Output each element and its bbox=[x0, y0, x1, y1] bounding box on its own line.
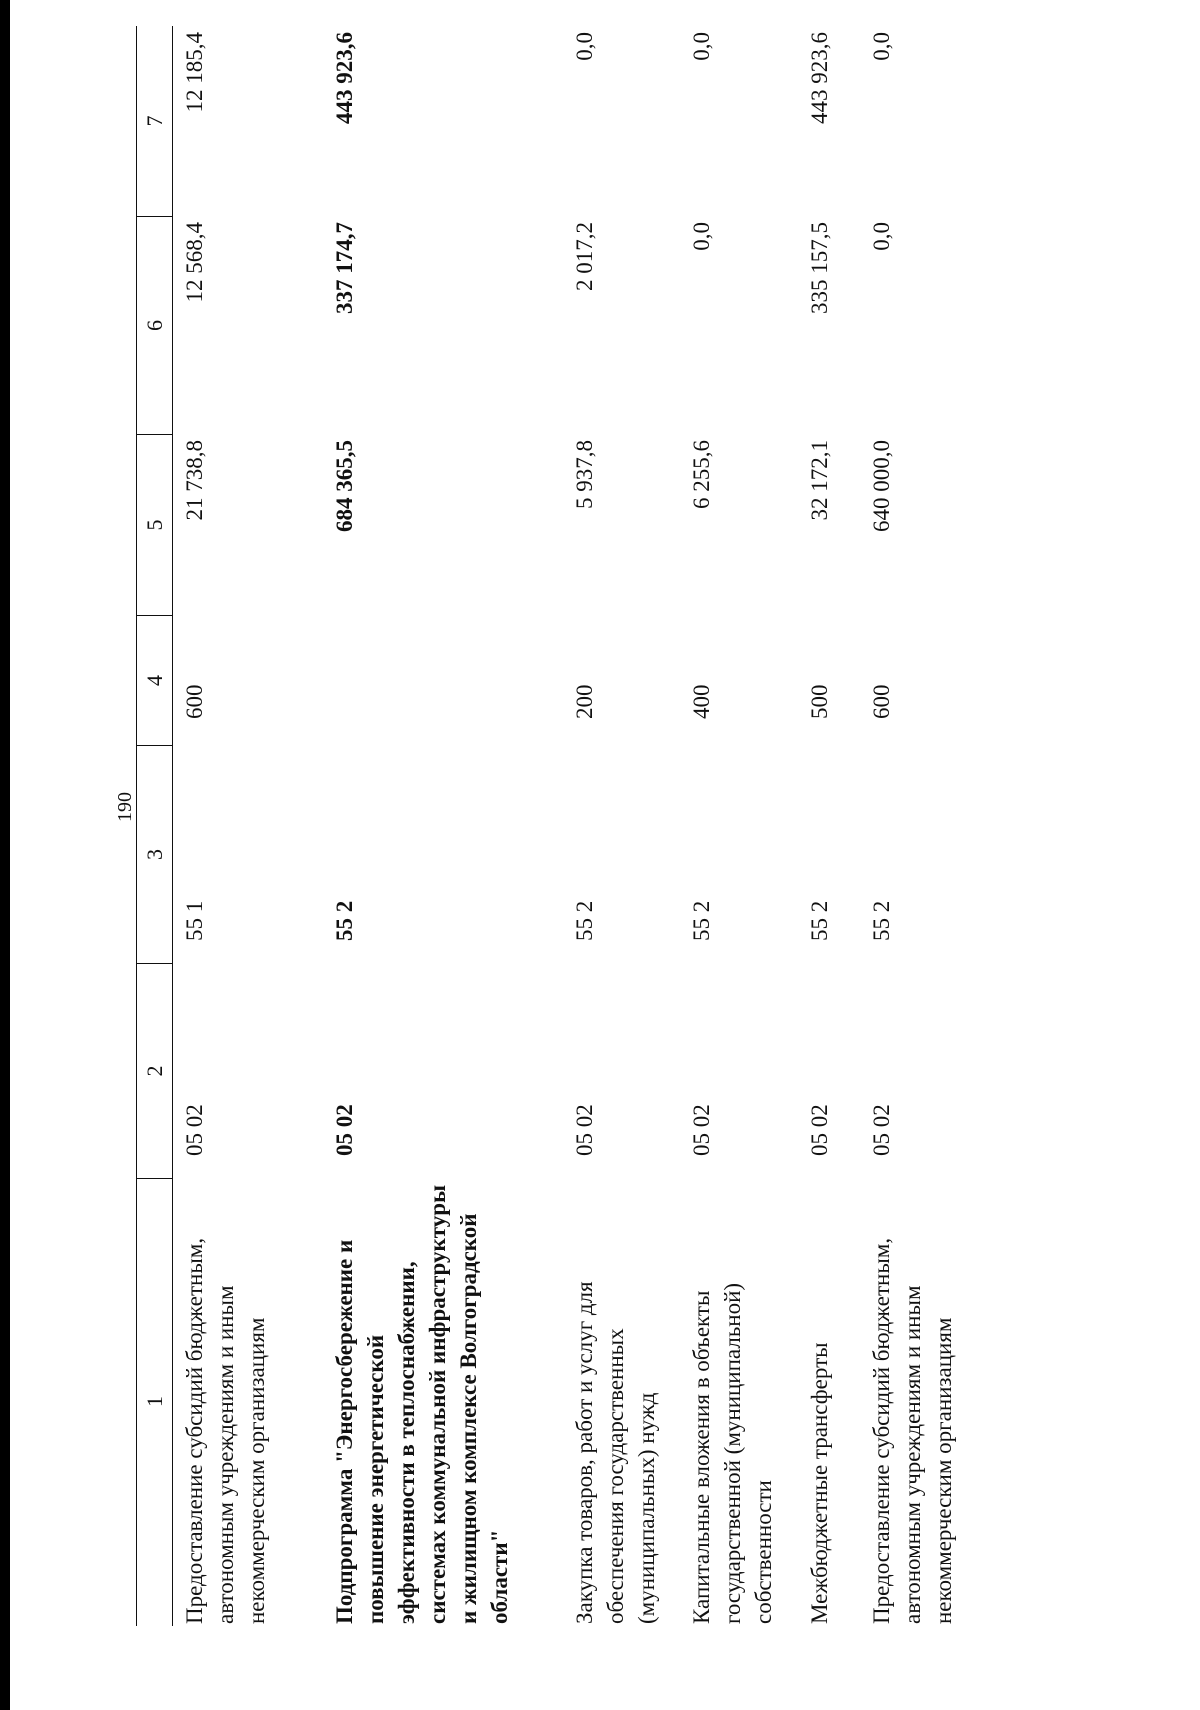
row-program-code: 55 2 bbox=[869, 900, 894, 941]
table-row bbox=[563, 26, 680, 1626]
row-expense-type: 200 bbox=[572, 684, 597, 719]
row-section-code: 05 02 bbox=[572, 1104, 597, 1156]
row-name: Предоставление субсидий бюджетным, автономным учреждениям и иным некоммерческим организациям bbox=[869, 1237, 956, 1624]
row-value-5: 5 937,8 bbox=[572, 440, 597, 509]
row-expense-type: 400 bbox=[689, 684, 714, 719]
scan-left-edge bbox=[0, 0, 10, 1710]
row-value-5: 640 000,0 bbox=[869, 440, 894, 532]
row-name: Капитальные вложения в объекты государственной (муниципальной) собственности bbox=[689, 1282, 776, 1624]
row-section-code: 05 02 bbox=[182, 1104, 207, 1156]
header-col-4: 4 bbox=[137, 615, 172, 745]
header-col-1: 1 bbox=[137, 1178, 172, 1626]
row-value-5: 684 365,5 bbox=[332, 440, 357, 532]
row-value-5: 21 738,8 bbox=[182, 440, 207, 521]
header-col-6: 6 bbox=[137, 216, 172, 434]
row-value-7: 0,0 bbox=[689, 32, 714, 61]
row-value-5: 6 255,6 bbox=[689, 440, 714, 509]
table-row bbox=[860, 26, 1010, 1626]
row-section-code: 05 02 bbox=[689, 1104, 714, 1156]
row-section-code: 05 02 bbox=[332, 1104, 357, 1156]
row-value-6: 337 174,7 bbox=[332, 222, 357, 314]
header-col-2: 2 bbox=[137, 963, 172, 1178]
page-number: 190 bbox=[114, 792, 136, 822]
scanned-page bbox=[18, 0, 1200, 1710]
header-col-7: 7 bbox=[141, 115, 167, 127]
table-row bbox=[798, 26, 860, 1626]
row-expense-type: 500 bbox=[807, 684, 832, 719]
table-row bbox=[173, 26, 323, 1626]
row-expense-type: 600 bbox=[869, 684, 894, 719]
row-name: Закупка товаров, работ и услуг для обеспечения государственных (муниципальных) нужд bbox=[572, 1281, 659, 1624]
row-program-code: 55 2 bbox=[689, 900, 714, 941]
row-value-6: 0,0 bbox=[869, 222, 894, 251]
row-expense-type bbox=[323, 615, 563, 745]
row-name: Межбюджетные трансферты bbox=[807, 1342, 832, 1624]
row-value-6: 12 568,4 bbox=[182, 222, 207, 303]
row-name: Подпрограмма "Энергосбережение и повышение энергетической эффективности в теплоснабжении, системах коммунальной инфраструктуры и жилищном комплексе Волгоградской области" bbox=[332, 1184, 512, 1624]
row-name: Предоставление субсидий бюджетным, автономным учреждениям и иным некоммерческим организациям bbox=[182, 1237, 269, 1624]
budget-table bbox=[136, 26, 1010, 1626]
row-section-code: 05 02 bbox=[869, 1104, 894, 1156]
row-expense-type: 600 bbox=[182, 684, 207, 719]
row-value-6: 0,0 bbox=[689, 222, 714, 251]
row-value-7: 443 923,6 bbox=[332, 32, 357, 124]
row-value-6: 335 157,5 bbox=[807, 222, 832, 314]
row-value-7: 0,0 bbox=[869, 32, 894, 61]
table-row bbox=[680, 26, 798, 1626]
row-value-7: 0,0 bbox=[572, 32, 597, 61]
rotated-content bbox=[18, 0, 1200, 1710]
row-value-7: 443 923,6 bbox=[807, 32, 832, 124]
header-col-3: 3 bbox=[137, 745, 172, 963]
row-program-code: 55 2 bbox=[332, 900, 357, 941]
row-section-code: 05 02 bbox=[807, 1104, 832, 1156]
table-header bbox=[136, 26, 173, 1626]
row-value-7: 12 185,4 bbox=[182, 32, 207, 113]
row-program-code: 55 1 bbox=[182, 900, 207, 941]
header-col-5: 5 bbox=[137, 434, 172, 615]
row-program-code: 55 2 bbox=[572, 900, 597, 941]
row-value-6: 2 017,2 bbox=[572, 222, 597, 291]
table-row-subprogram bbox=[323, 26, 563, 1626]
row-value-5: 32 172,1 bbox=[807, 440, 832, 521]
row-program-code: 55 2 bbox=[807, 900, 832, 941]
